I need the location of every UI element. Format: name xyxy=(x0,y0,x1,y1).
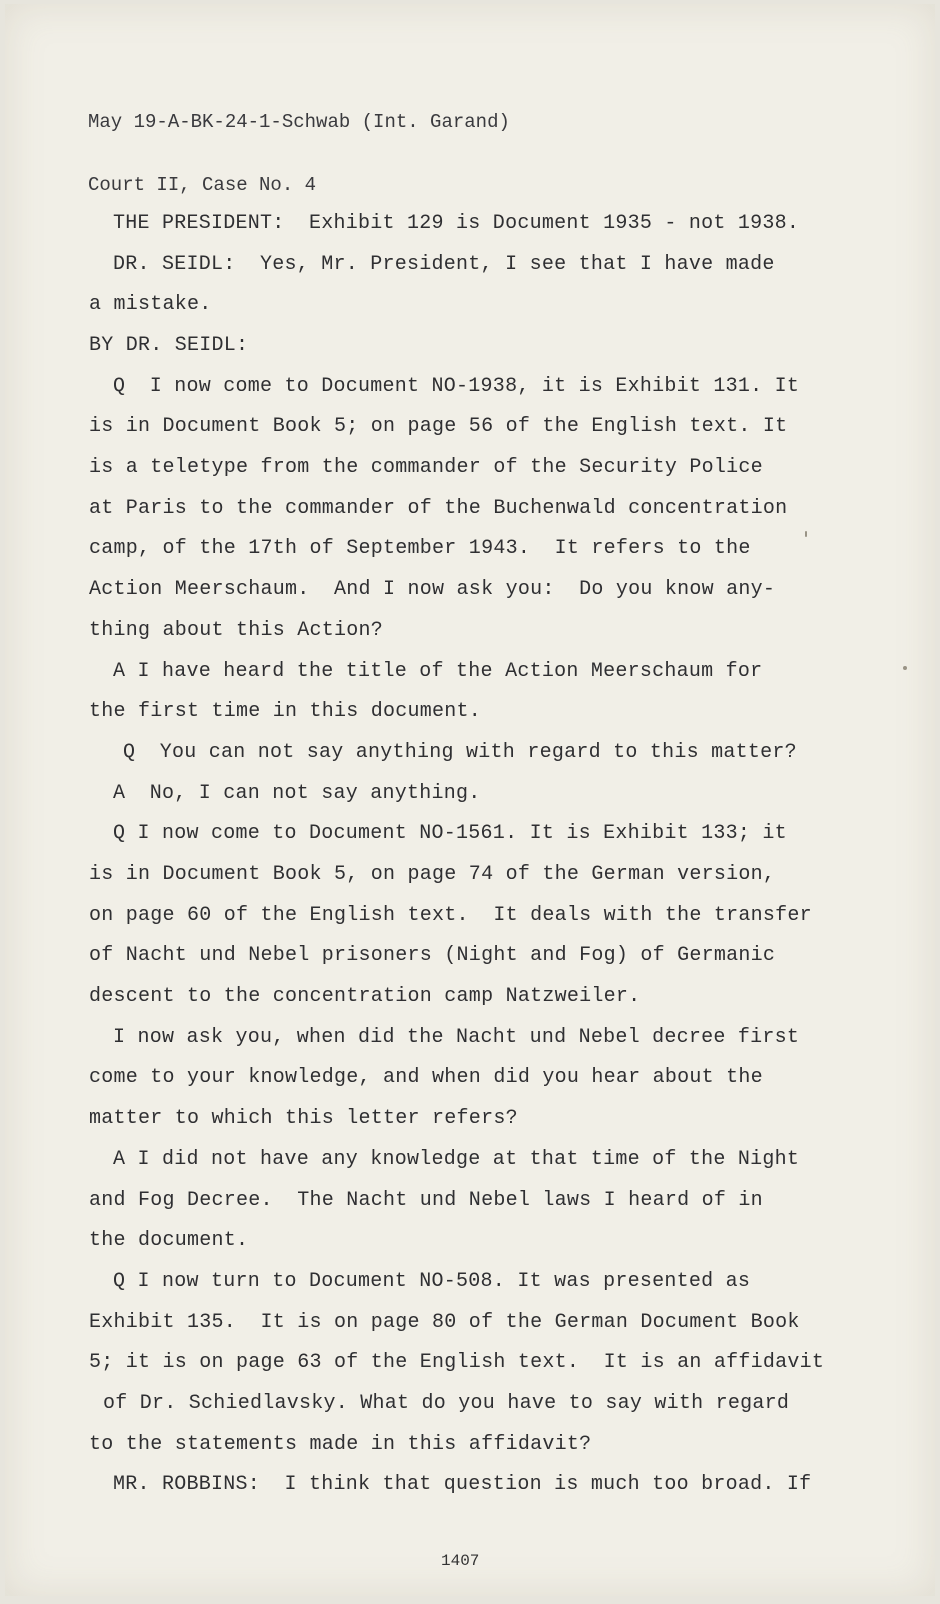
transcript-line: at Paris to the commander of the Buchenwald concentration xyxy=(89,497,788,520)
page-number: 1407 xyxy=(441,1552,480,1570)
transcript-line: come to your knowledge, and when did you hear about the xyxy=(89,1066,763,1089)
transcript-line: DR. SEIDL: Yes, Mr. President, I see that I have made xyxy=(113,253,775,276)
transcript-line: Exhibit 135. It is on page 80 of the German Document Book xyxy=(89,1311,800,1334)
transcript-line: I now ask you, when did the Nacht und Nebel decree first xyxy=(113,1026,800,1049)
header-line-1: May 19-A-BK-24-1-Schwab (Int. Garand) xyxy=(88,111,510,133)
transcript-line: matter to which this letter refers? xyxy=(89,1107,518,1130)
transcript-line: of Nacht und Nebel prisoners (Night and Fog) of Germanic xyxy=(89,944,776,967)
transcript-line: 5; it is on page 63 of the English text. It is an affidavit xyxy=(89,1351,825,1374)
transcript-line: the document. xyxy=(89,1229,249,1252)
transcript-line: camp, of the 17th of September 1943. It refers to the xyxy=(89,537,751,560)
transcript-line: Q You can not say anything with regard to this matter? xyxy=(123,741,797,764)
paper-speck xyxy=(903,666,907,670)
transcript-line: the first time in this document. xyxy=(89,700,482,723)
transcript-line: is a teletype from the commander of the Security Police xyxy=(89,456,763,479)
transcript-line: Q I now come to Document NO-1938, it is Exhibit 131. It xyxy=(113,375,800,398)
transcript-line: thing about this Action? xyxy=(89,619,384,642)
transcript-line: A I did not have any knowledge at that time of the Night xyxy=(113,1148,800,1171)
transcript-line: a mistake. xyxy=(89,293,212,316)
transcript-line: Action Meerschaum. And I now ask you: Do you know any- xyxy=(89,578,776,601)
header-line-2: Court II, Case No. 4 xyxy=(88,174,317,196)
transcript-line: of Dr. Schiedlavsky. What do you have to say with regard xyxy=(103,1392,790,1415)
transcript-line: descent to the concentration camp Natzweiler. xyxy=(89,985,641,1008)
transcript-line: Q I now turn to Document NO-508. It was presented as xyxy=(113,1270,751,1293)
transcript-line: is in Document Book 5, on page 74 of the German version, xyxy=(89,863,776,886)
transcript-line: MR. ROBBINS: I think that question is much too broad. If xyxy=(113,1473,812,1496)
document-page xyxy=(5,4,935,1596)
transcript-line: to the statements made in this affidavit? xyxy=(89,1433,592,1456)
paper-speck xyxy=(805,531,807,537)
transcript-line: and Fog Decree. The Nacht und Nebel laws I heard of in xyxy=(89,1189,763,1212)
transcript-line: A I have heard the title of the Action Meerschaum for xyxy=(113,660,763,683)
transcript-line: on page 60 of the English text. It deals with the transfer xyxy=(89,904,812,927)
transcript-line: BY DR. SEIDL: xyxy=(89,334,249,357)
transcript-line: A No, I can not say anything. xyxy=(113,782,481,805)
transcript-line: Q I now come to Document NO-1561. It is Exhibit 133; it xyxy=(113,822,787,845)
transcript-line: THE PRESIDENT: Exhibit 129 is Document 1935 - not 1938. xyxy=(113,212,800,235)
transcript-line: is in Document Book 5; on page 56 of the English text. It xyxy=(89,415,788,438)
